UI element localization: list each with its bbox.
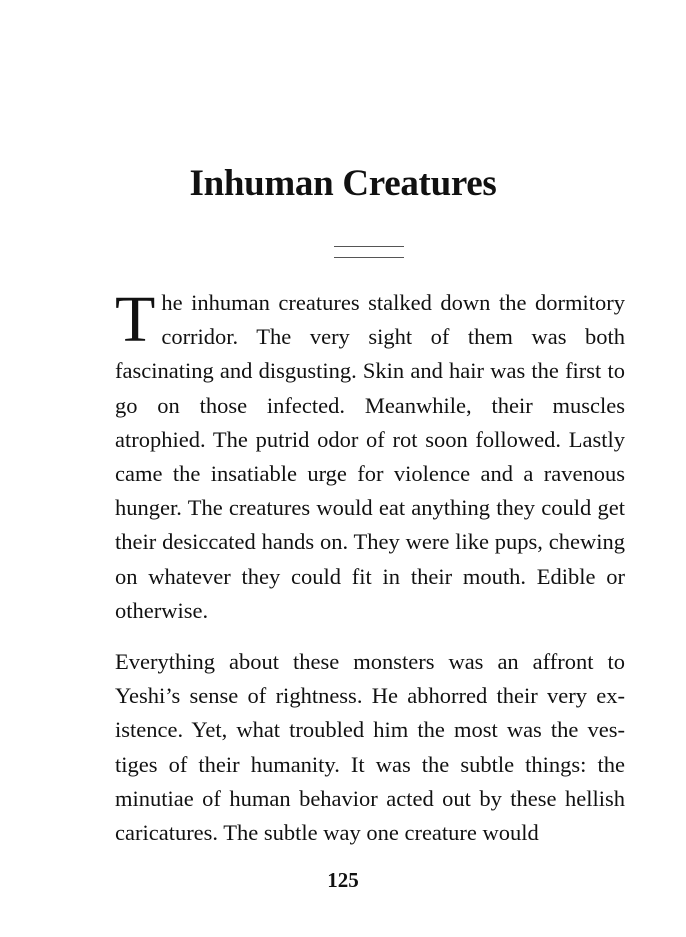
title-divider-ornament [334, 246, 404, 258]
drop-cap: T [115, 283, 156, 356]
divider-rule-top [334, 246, 404, 247]
paragraph-2 [115, 645, 625, 850]
divider-rule-bottom [334, 257, 404, 258]
chapter-title: Inhuman Creatures [189, 163, 497, 204]
paragraph-1-text: he inhuman creatures stalked down the dormitory corridor. The very sight of them was both fascinating and disgusting. Skin and hair was the first to go on those infected. Meanwhile, their muscles atrophied. The putrid odor of rot soon followed. Lastly came the insatiable urge for violence and a ravenous hunger. The creatures would eat anything they could get their desiccated hands on. They were like pups, chewing on whatever they could fit in their mouth. Edible or otherwise. [115, 290, 625, 623]
paragraph-2-text: Everything about these monsters was an affront to Yeshi’s sense of rightness. He abhorred their very existence. Yet, what troubled him the most was the vestiges of their humanity. It was the subtle things: the minutiae of human behavior acted out by these hellish caricatures. The subtle way one creature would [115, 649, 625, 846]
paragraph-1 [115, 283, 625, 628]
page-number: 125 [327, 868, 359, 892]
chapter-body [115, 283, 625, 850]
